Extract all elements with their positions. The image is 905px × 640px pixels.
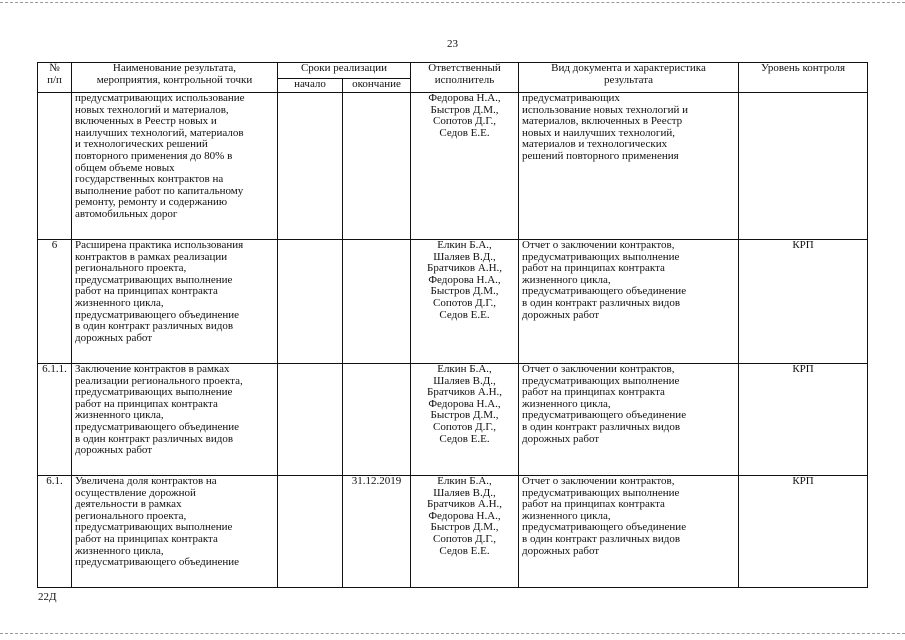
row-level: КРП (739, 476, 868, 588)
row-doc: Отчет о заключении контрактов, предусматривающих выполнение работ на принципах контракта жизненного цикла, предусматривающего объединение в один контракт различных видов дорожных работ (519, 476, 739, 588)
footer-code: 22Д (38, 591, 57, 603)
header-doc: Вид документа и характеристика результата (519, 63, 739, 93)
header-name: Наименование результата, мероприятия, контрольной точки (72, 63, 278, 93)
row-end (343, 93, 411, 240)
row-name: Увеличена доля контрактов на осуществление дорожной деятельности в рамках регионального проекта, предусматривающих выполнение работ на принципах контракта жизненного цикла, предусматривающего объединение (72, 476, 278, 588)
row-start (278, 364, 343, 476)
header-terms: Сроки реализации (278, 63, 411, 79)
row-end (343, 364, 411, 476)
plan-table (37, 62, 868, 588)
scan-edge-top (0, 2, 905, 3)
header-end: окончание (343, 79, 411, 93)
scan-edge-bottom (0, 633, 905, 634)
table-row (38, 364, 868, 476)
row-responsible: Елкин Б.А., Шаляев В.Д., Братчиков А.Н., Федорова Н.А., Быстров Д.М., Сопотов Д.Г., Седов Е.Е. (411, 240, 519, 364)
row-doc: Отчет о заключении контрактов, предусматривающих выполнение работ на принципах контракта жизненного цикла, предусматривающего объединение в один контракт различных видов дорожных работ (519, 364, 739, 476)
table-row (38, 93, 868, 240)
header-num: № п/п (38, 63, 72, 93)
page-number: 23 (447, 38, 458, 50)
row-doc: Отчет о заключении контрактов, предусматривающих выполнение работ на принципах контракта жизненного цикла, предусматривающего объединение в один контракт различных видов дорожных работ (519, 240, 739, 364)
row-num: 6 (38, 240, 72, 364)
row-num (38, 93, 72, 240)
row-doc: предусматривающих использование новых технологий и материалов, включенных в Реестр новых и наилучших технологий, материалов и технологических решений повторного применения (519, 93, 739, 240)
row-responsible: Елкин Б.А., Шаляев В.Д., Братчиков А.Н., Федорова Н.А., Быстров Д.М., Сопотов Д.Г., Седов Е.Е. (411, 364, 519, 476)
row-level (739, 93, 868, 240)
row-level: КРП (739, 240, 868, 364)
row-end: 31.12.2019 (343, 476, 411, 588)
row-end (343, 240, 411, 364)
header-level: Уровень контроля (739, 63, 868, 93)
row-name: Расширена практика использования контрактов в рамках реализации регионального проекта, предусматривающих выполнение работ на принципах контракта жизненного цикла, предусматривающего объединение в один контракт различных видов дорожных работ (72, 240, 278, 364)
header-start: начало (278, 79, 343, 93)
row-start (278, 93, 343, 240)
row-name: предусматривающих использование новых технологий и материалов, включенных в Реестр новых и наилучших технологий, материалов и технологических решений повторного применения до 80% в общем объеме новых государственных контрактов на выполнение работ по капитальному ремонту, ремонту и содержанию автомобильных дорог (72, 93, 278, 240)
row-level: КРП (739, 364, 868, 476)
row-num: 6.1. (38, 476, 72, 588)
row-responsible: Федорова Н.А., Быстров Д.М., Сопотов Д.Г., Седов Е.Е. (411, 93, 519, 240)
row-name: Заключение контрактов в рамках реализации регионального проекта, предусматривающих выполнение работ на принципах контракта жизненного цикла, предусматривающего объединение в один контракт различных видов дорожных работ (72, 364, 278, 476)
row-responsible: Елкин Б.А., Шаляев В.Д., Братчиков А.Н., Федорова Н.А., Быстров Д.М., Сопотов Д.Г., Седов Е.Е. (411, 476, 519, 588)
header-row (38, 63, 868, 79)
table-row (38, 476, 868, 588)
header-responsible: Ответственный исполнитель (411, 63, 519, 93)
table-row (38, 240, 868, 364)
row-start (278, 476, 343, 588)
row-start (278, 240, 343, 364)
row-num: 6.1.1. (38, 364, 72, 476)
